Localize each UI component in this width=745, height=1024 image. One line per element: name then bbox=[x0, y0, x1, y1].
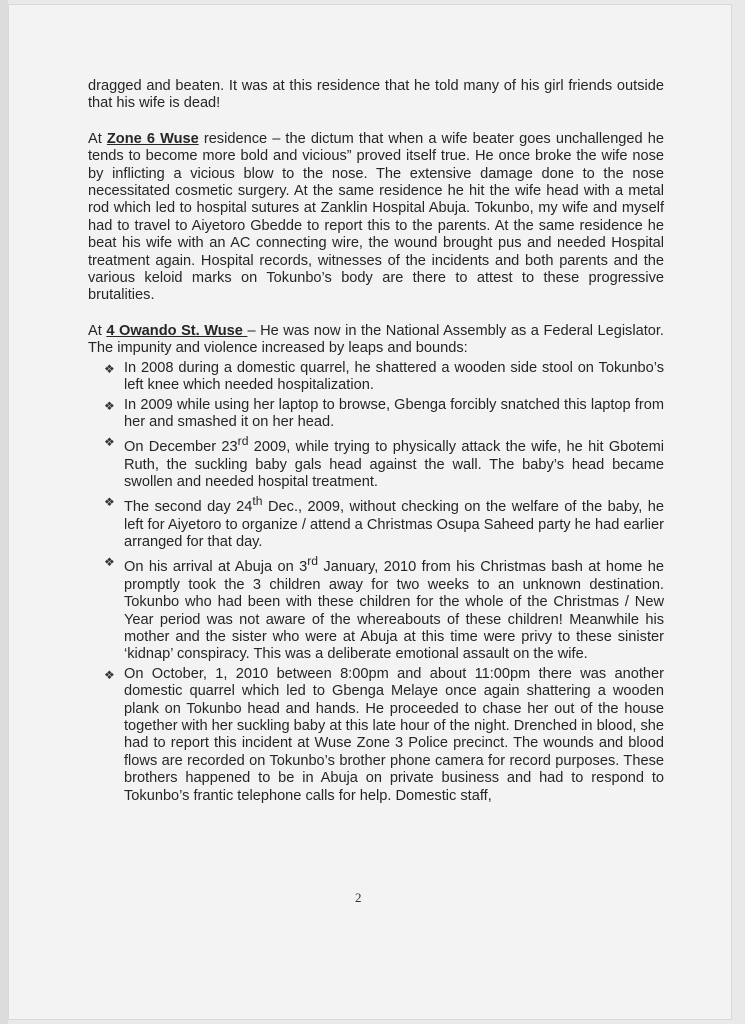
list-item: ❖ On his arrival at Abuja on 3rd January, 2010 from his Christmas bash at home he promptly took the 3 children away for two weeks to an unknown destination. Tokunbo who had been with these children for the whole of the Christmas / New Year period was not aware of the whereabouts of these children! Meanwhile his mother and the sister who were at Abuja at this time were privy to these sinister ‘kidnap’ conspiracy. This was a deliberate emotional assault on the wife. bbox=[104, 554, 664, 663]
paragraph-text: – He was now in the National Assembly as a Federal Legislator. The impunity and violence increased by leaps and bounds: bbox=[88, 322, 664, 357]
list-item: ❖ On October, 1, 2010 between 8:00pm and about 11:00pm there was another domestic quarrel which led to Gbenga Melaye once again shattering a wooden plank on Tokunbo head and hands. He proceeded to chase her out of the house together with her suckling baby at this late hour of the night. Drenched in blood, she had to report this incident at Wuse Zone 3 Police precinct. The wounds and blood flows are recorded on Tokunbo’s brother phone camera for record purposes. These brothers happened to be in Abuja on private business and had to respond to Tokunbo’s frantic telephone calls for help. Domestic staff, bbox=[104, 665, 664, 804]
bullet-icon: ❖ bbox=[104, 555, 115, 570]
paragraph-lead: At bbox=[88, 130, 107, 147]
scan-edge bbox=[0, 0, 8, 1024]
bullet-icon: ❖ bbox=[104, 361, 115, 376]
list-item: ❖ The second day 24th Dec., 2009, without checking on the welfare of the baby, he left for Aiyetoro to organize / attend a Christmas Osupa Saheed party he had earlier arranged for that day. bbox=[104, 494, 664, 551]
paragraph-continuation: dragged and beaten. It was at this residence that he told many of his girl friends outside that his wife is dead! bbox=[88, 78, 664, 112]
list-item: ❖ On December 23rd 2009, while trying to physically attack the wife, he hit Gbotemi Ruth, the suckling baby gals head against the wall. The baby’s head became swollen and needed hospital treatment. bbox=[104, 434, 664, 490]
place-heading: 4 Owando St. Wuse bbox=[106, 322, 248, 339]
incident-list bbox=[88, 360, 664, 805]
bullet-icon: ❖ bbox=[104, 398, 115, 413]
bullet-icon: ❖ bbox=[104, 495, 115, 510]
page-number: 2 bbox=[355, 890, 362, 905]
list-item: ❖ In 2008 during a domestic quarrel, he shattered a wooden side stool on Tokunbo’s left knee which needed hospitalization. bbox=[104, 359, 664, 394]
place-heading: Zone 6 Wuse bbox=[106, 130, 199, 147]
bullet-icon: ❖ bbox=[104, 435, 115, 450]
paragraph-owando-st bbox=[88, 323, 664, 358]
paragraph-lead: At bbox=[88, 322, 107, 339]
paragraph-text: residence – the dictum that when a wife beater goes unchallenged he tends to become more bold and vicious” proved itself true. He once broke the wife nose by inflicting a vicious blow to the nose. The extensive damage done to the nose necessitated cosmetic surgery. At the same residence he hit the wife head with a metal rod which led to hospital sutures at Zanklin Hospital Abuja. Tokunbo, my wife and myself had to travel to Aiyetoro Gbedde to report this to the parents. At the same residence he beat his wife with an AC connecting wire, the wound brought pus and needed Hospital treatment again. Hospital records, witnesses of the incidents and both parents and the various keloid marks on Tokunbo’s body are there to attest to these progressive brutalities. bbox=[88, 130, 664, 304]
bullet-icon: ❖ bbox=[104, 667, 115, 682]
paragraph-zone-6-wuse bbox=[88, 131, 664, 305]
document-body bbox=[88, 78, 664, 807]
list-item: ❖ In 2009 while using her laptop to browse, Gbenga forcibly snatched this laptop from her and smashed it on her head. bbox=[104, 396, 664, 430]
